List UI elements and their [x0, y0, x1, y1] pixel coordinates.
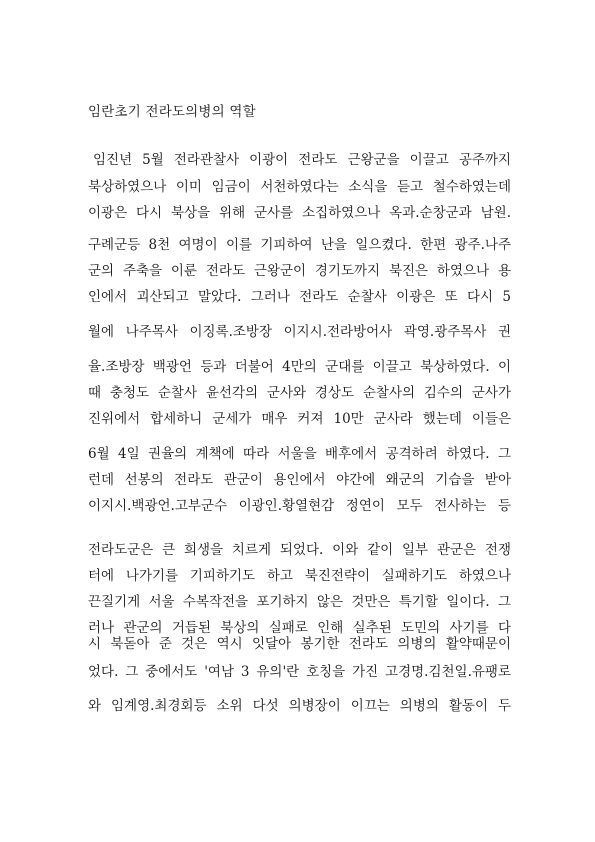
- body-line: 율.조방장 백광언 등과 더불어 4만의 군대를 이끌고 북상하였다. 이: [88, 359, 511, 375]
- page-title: 임란초기 전라도의병의 역할: [88, 104, 256, 120]
- body-line: 인에서 괴산되고 말았다. 그러나 전라도 순찰사 이광은 또 다시 5: [88, 289, 511, 305]
- body-line: 와 임계영.최경회등 소위 다섯 의병장이 이끄는 의병의 활동이 두: [88, 698, 511, 714]
- body-line: 6월 4일 권율의 계책에 따라 서울을 배후에서 공격하려 하였다. 그: [88, 446, 511, 462]
- body-line: 었다. 그 중에서도 '여남 3 유의'란 호칭을 가진 고경명.김천일.유팽로: [88, 664, 511, 680]
- body-line: 임진년 5월 전라관찰사 이광이 전라도 근왕군을 이끌고 공주까지: [93, 152, 511, 168]
- body-line: 때 충청도 순찰사 윤선각의 군사와 경상도 순찰사의 김수의 군사가: [88, 385, 511, 401]
- body-line: 북상하였으나 이미 임금이 서천하였다는 소식을 듣고 철수하였는데: [88, 179, 511, 195]
- body-line: 군의 주축을 이룬 전라도 근왕군이 경기도까지 북진은 하였으나 용: [88, 263, 511, 279]
- body-line: 이광은 다시 북상을 위해 군사를 소집하였으나 옥과.순창군과 남원.: [88, 205, 511, 221]
- body-line: 끈질기게 서울 수복작전을 포기하지 않은 것만은 특기할 일이다. 그: [88, 594, 511, 610]
- body-line: 러나 관군의 거듭된 북상의 실패로 인해 실추된 도민의 사기를 다: [88, 620, 511, 636]
- body-line: 전라도군은 큰 희생을 치르게 되었다. 이와 같이 일부 관군은 전쟁: [88, 542, 511, 558]
- body-line: 월에 나주목사 이징록.조방장 이지시.전라방어사 곽영.광주목사 권: [88, 324, 511, 340]
- body-line: 터에 나가기를 기피하기도 하고 북진전략이 실패하기도 하였으나: [88, 568, 511, 584]
- body-line: 구례군등 8천 여명이 이를 기피하여 난을 일으켰다. 한편 광주.나주: [88, 237, 511, 253]
- body-line: 진위에서 합세하니 군세가 매우 커져 10만 군사라 했는데 이들은: [88, 411, 511, 427]
- body-line: 런데 선봉의 전라도 관군이 용인에서 야간에 왜군의 기습을 받아: [88, 472, 511, 488]
- body-line: 이지시.백광언.고부군수 이광인.황열현감 정연이 모두 전사하는 등: [88, 498, 511, 514]
- body-line: 시 북돋아 준 것은 역시 잇달아 봉기한 전라도 의병의 활약때문이: [88, 636, 511, 652]
